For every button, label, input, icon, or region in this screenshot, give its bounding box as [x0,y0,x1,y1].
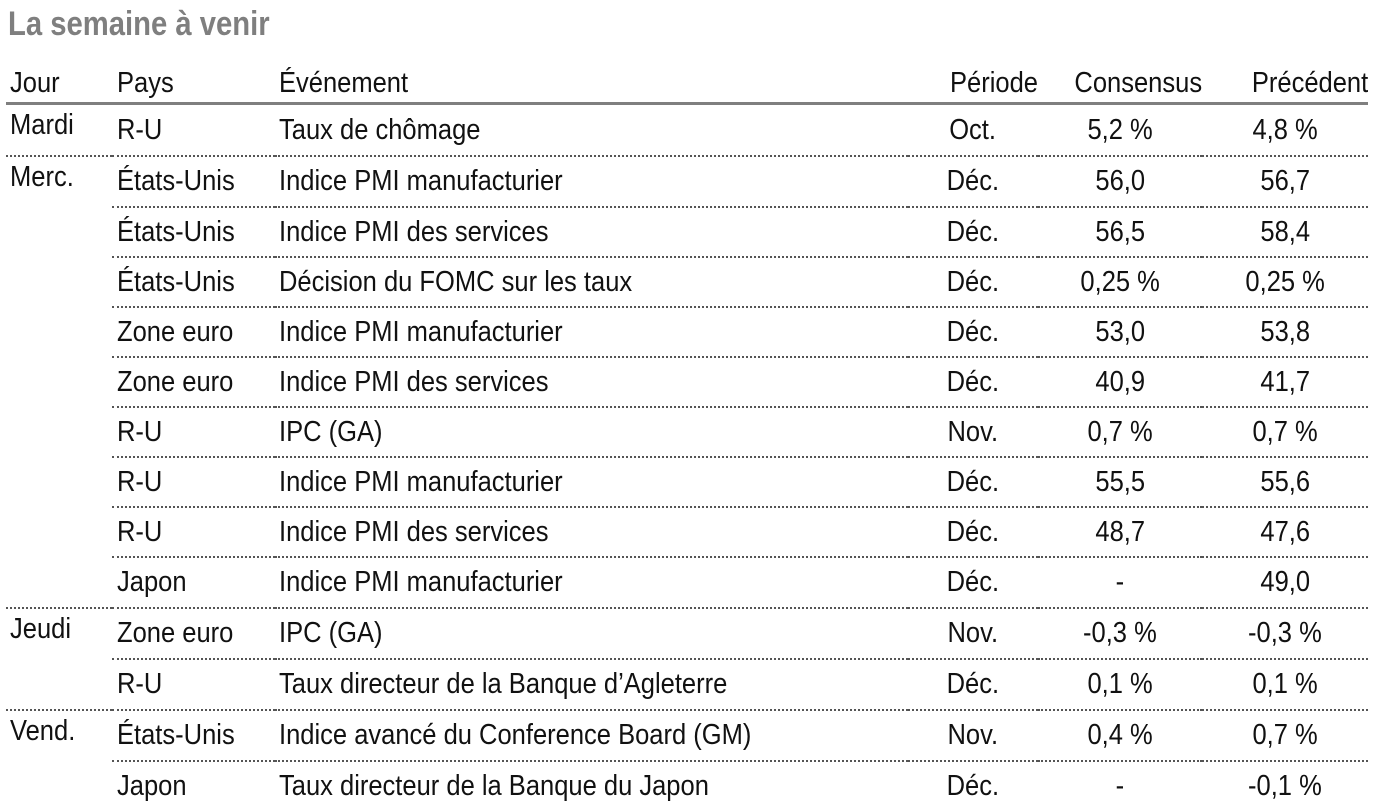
cell-jour [6,307,112,357]
cell-precedent: 55,6 [1202,457,1368,507]
cell-evenement: IPC (GA) [275,608,908,659]
cell-pays: R-U [112,659,275,710]
header-evenement: Événement [275,58,908,104]
calendar-table [6,58,1368,811]
cell-periode: Nov. [908,407,1038,457]
cell-precedent: 0,7 % [1202,407,1368,457]
table-row [6,761,1368,811]
cell-periode: Déc. [908,156,1038,207]
table-row [6,710,1368,761]
table-row [6,104,1368,157]
cell-consensus: 48,7 [1038,507,1202,557]
cell-pays: Japon [112,557,275,608]
cell-jour [6,207,112,257]
cell-consensus: -0,3 % [1038,608,1202,659]
cell-consensus: 40,9 [1038,357,1202,407]
cell-periode: Déc. [908,357,1038,407]
cell-evenement: Taux de chômage [275,104,908,157]
cell-jour [6,407,112,457]
cell-precedent: 49,0 [1202,557,1368,608]
cell-precedent: 0,1 % [1202,659,1368,710]
table-row [6,457,1368,507]
table-row [6,357,1368,407]
table-row [6,659,1368,710]
cell-precedent: -0,3 % [1202,608,1368,659]
cell-pays: États-Unis [112,207,275,257]
cell-precedent: 0,7 % [1202,710,1368,761]
cell-consensus: 0,7 % [1038,407,1202,457]
table-row [6,307,1368,357]
cell-periode: Nov. [908,608,1038,659]
cell-jour: Mardi [6,104,112,157]
cell-pays: R-U [112,407,275,457]
page-title: La semaine à venir [8,2,270,46]
cell-consensus: - [1038,761,1202,811]
table-row [6,407,1368,457]
table-body [6,104,1368,811]
cell-consensus: 55,5 [1038,457,1202,507]
cell-evenement: Indice PMI manufacturier [275,557,908,608]
cell-jour [6,457,112,507]
cell-periode: Déc. [908,257,1038,307]
cell-periode: Déc. [908,761,1038,811]
cell-consensus: - [1038,557,1202,608]
cell-pays: Zone euro [112,307,275,357]
table-row [6,557,1368,608]
cell-consensus: 5,2 % [1038,104,1202,157]
cell-periode: Déc. [908,457,1038,507]
table-row [6,608,1368,659]
cell-pays: R-U [112,457,275,507]
cell-precedent: -0,1 % [1202,761,1368,811]
cell-pays: Zone euro [112,357,275,407]
header-periode: Période [908,58,1038,104]
cell-pays: R-U [112,104,275,157]
header-row [6,58,1368,104]
cell-consensus: 53,0 [1038,307,1202,357]
cell-precedent: 4,8 % [1202,104,1368,157]
cell-pays: États-Unis [112,156,275,207]
cell-jour: Vend. [6,710,112,761]
cell-jour [6,761,112,811]
table-row [6,207,1368,257]
cell-evenement: IPC (GA) [275,407,908,457]
cell-consensus: 0,4 % [1038,710,1202,761]
cell-evenement: Indice avancé du Conference Board (GM) [275,710,908,761]
cell-consensus: 56,0 [1038,156,1202,207]
cell-consensus: 56,5 [1038,207,1202,257]
cell-precedent: 56,7 [1202,156,1368,207]
cell-precedent: 47,6 [1202,507,1368,557]
cell-periode: Déc. [908,307,1038,357]
cell-pays: États-Unis [112,710,275,761]
cell-evenement: Taux directeur de la Banque du Japon [275,761,908,811]
cell-evenement: Indice PMI manufacturier [275,457,908,507]
header-pays: Pays [112,58,275,104]
cell-evenement: Indice PMI des services [275,207,908,257]
cell-pays: Japon [112,761,275,811]
table-row [6,156,1368,207]
cell-pays: R-U [112,507,275,557]
cell-pays: Zone euro [112,608,275,659]
cell-jour [6,257,112,307]
cell-precedent: 41,7 [1202,357,1368,407]
cell-consensus: 0,1 % [1038,659,1202,710]
cell-jour [6,507,112,557]
cell-periode: Déc. [908,207,1038,257]
header-jour: Jour [6,58,112,104]
cell-jour [6,557,112,608]
cell-evenement: Taux directeur de la Banque d’Agleterre [275,659,908,710]
cell-precedent: 0,25 % [1202,257,1368,307]
cell-evenement: Décision du FOMC sur les taux [275,257,908,307]
cell-evenement: Indice PMI manufacturier [275,156,908,207]
header-precedent: Précédent [1202,58,1368,104]
cell-jour: Jeudi [6,608,112,659]
cell-periode: Déc. [908,557,1038,608]
cell-periode: Nov. [908,710,1038,761]
cell-evenement: Indice PMI des services [275,507,908,557]
cell-jour: Merc. [6,156,112,207]
cell-periode: Déc. [908,507,1038,557]
cell-evenement: Indice PMI manufacturier [275,307,908,357]
cell-consensus: 0,25 % [1038,257,1202,307]
cell-periode: Oct. [908,104,1038,157]
cell-jour [6,659,112,710]
cell-evenement: Indice PMI des services [275,357,908,407]
cell-precedent: 53,8 [1202,307,1368,357]
cell-pays: États-Unis [112,257,275,307]
cell-jour [6,357,112,407]
cell-periode: Déc. [908,659,1038,710]
table-row [6,257,1368,307]
cell-precedent: 58,4 [1202,207,1368,257]
header-consensus: Consensus [1038,58,1202,104]
table-row [6,507,1368,557]
